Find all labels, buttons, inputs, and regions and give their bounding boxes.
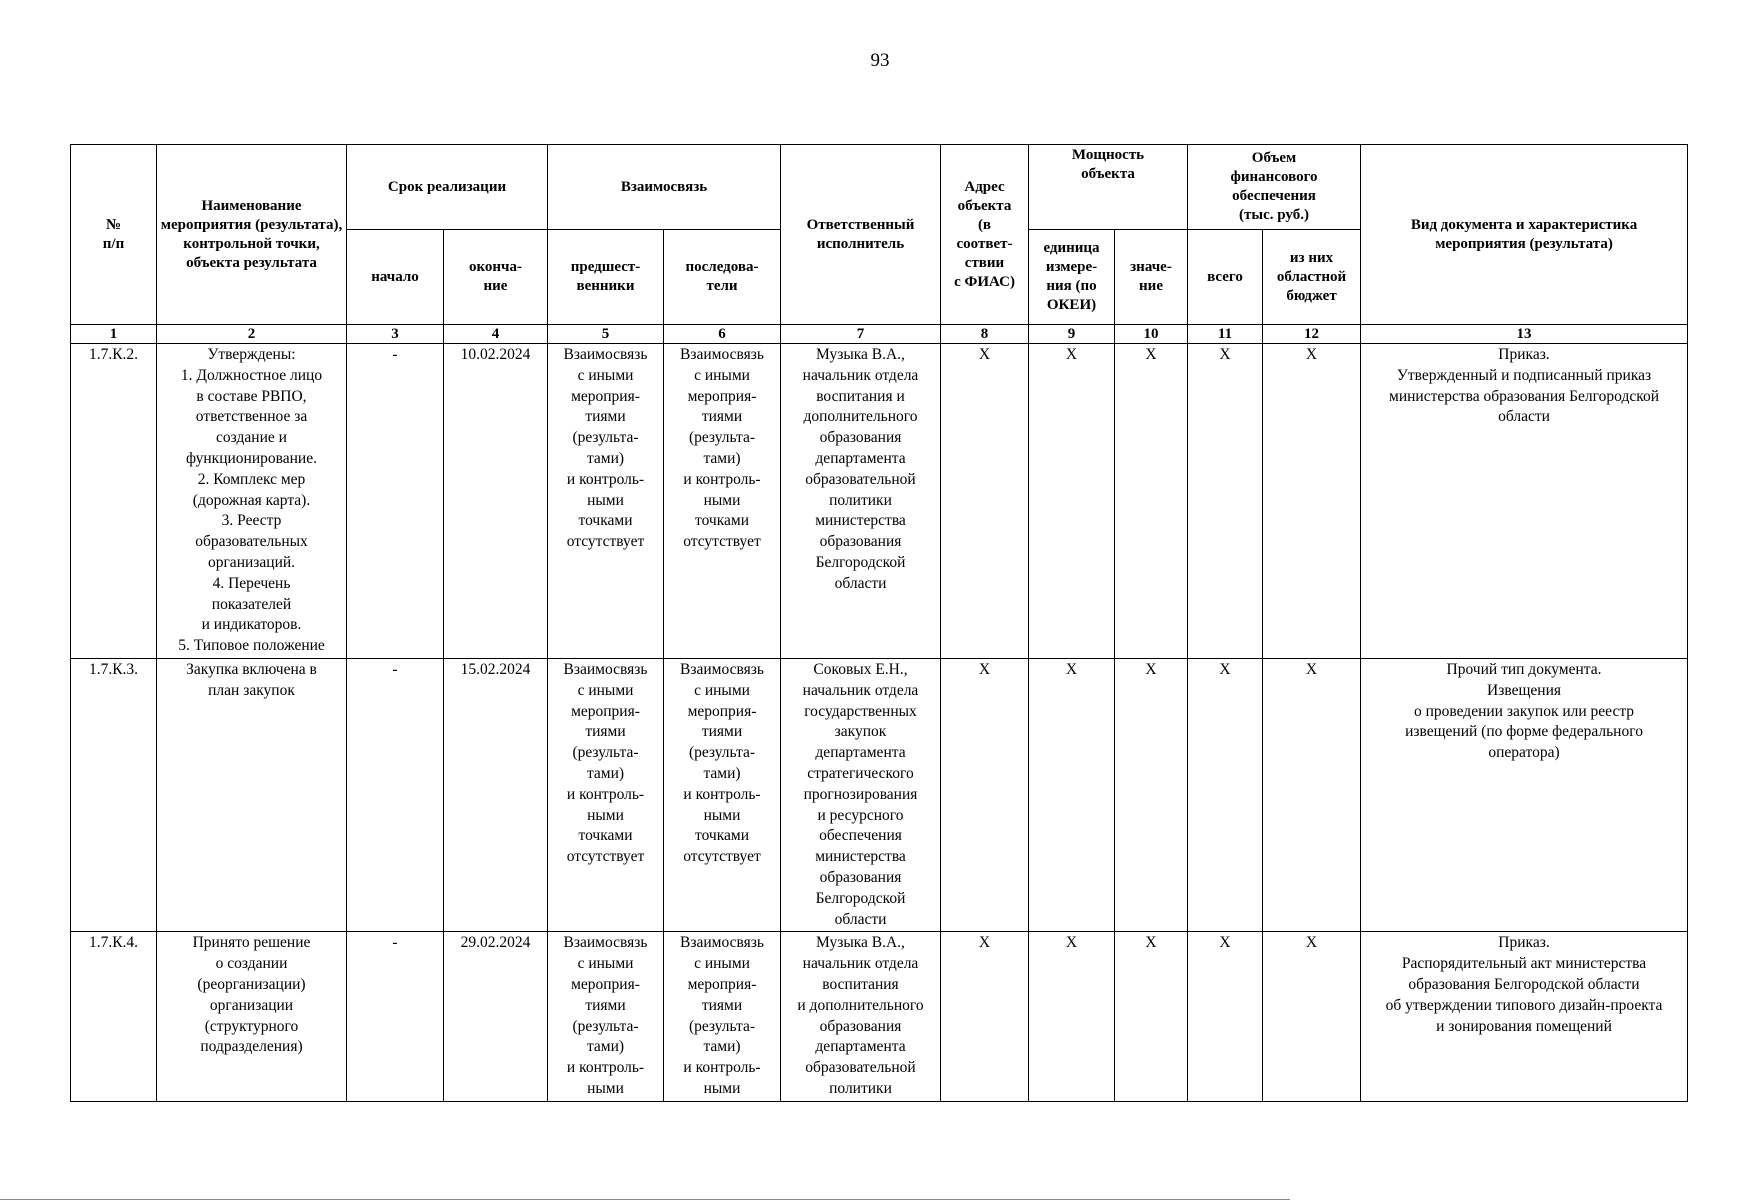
cell-regional: X — [1263, 658, 1361, 931]
cell-no: 1.7.К.3. — [71, 658, 157, 931]
cell-responsible: Музыка В.А., начальник отдела воспитания и дополнительного образования департамента образовательной политики министерства образования Белгородской области — [781, 344, 941, 659]
header-term-end: оконча- ние — [444, 230, 548, 325]
cell-next: Взаимосвязь с иными мероприя- тиями (результа- тами) и контроль- ными точками отсутствует — [664, 344, 781, 659]
cell-unit: X — [1029, 658, 1115, 931]
column-number: 5 — [548, 325, 664, 344]
column-number: 9 — [1029, 325, 1115, 344]
table-row — [71, 344, 1688, 659]
cell-prev: Взаимосвязь с иными мероприя- тиями (результа- тами) и контроль- ными точками отсутствует — [548, 658, 664, 931]
column-number: 4 — [444, 325, 548, 344]
header-no: № п/п — [71, 145, 157, 325]
column-number: 3 — [347, 325, 444, 344]
column-number: 2 — [157, 325, 347, 344]
header-term: Срок реализации — [347, 145, 548, 230]
cell-start: - — [347, 658, 444, 931]
column-number: 11 — [1188, 325, 1263, 344]
header-finance-total: всего — [1188, 230, 1263, 325]
cell-next: Взаимосвязь с иными мероприя- тиями (результа- тами) и контроль- ными точками отсутствует — [664, 658, 781, 931]
cell-start: - — [347, 932, 444, 1101]
cell-prev: Взаимосвязь с иными мероприя- тиями (результа- тами) и контроль- ными — [548, 932, 664, 1101]
cell-document: Приказ. Распорядительный акт министерства образования Белгородской области об утверждении типового дизайн-проекта и зонирования помещений — [1361, 932, 1688, 1101]
header-relation-prev: предшест- венники — [548, 230, 664, 325]
column-number: 13 — [1361, 325, 1688, 344]
cell-address: X — [941, 658, 1029, 931]
page-number: 93 — [870, 50, 890, 71]
header-finance: Объем финансового обеспечения (тыс. руб.) — [1188, 145, 1361, 230]
column-number-row — [71, 325, 1688, 344]
column-number: 12 — [1263, 325, 1361, 344]
cell-address: X — [941, 932, 1029, 1101]
cell-regional: X — [1263, 344, 1361, 659]
cell-no: 1.7.К.2. — [71, 344, 157, 659]
header-capacity-value: значе- ние — [1115, 230, 1188, 325]
header-document: Вид документа и характеристика мероприятия (результата) — [1361, 145, 1688, 325]
cell-no: 1.7.К.4. — [71, 932, 157, 1101]
cell-value: X — [1115, 344, 1188, 659]
header-term-start: начало — [347, 230, 444, 325]
cell-start: - — [347, 344, 444, 659]
cell-unit: X — [1029, 932, 1115, 1101]
cell-total: X — [1188, 658, 1263, 931]
header-relation: Взаимосвязь — [548, 145, 781, 230]
cell-name: Утверждены: 1. Должностное лицо в составе РВПО, ответственное за создание и функционирование. 2. Комплекс мер (дорожная карта). 3. Реестр образовательных организаций. 4. Перечень показателей и индикаторов. 5. Типовое положение — [157, 344, 347, 659]
cell-responsible: Музыка В.А., начальник отдела воспитания и дополнительного образования департамента образовательной политики — [781, 932, 941, 1101]
header-relation-next: последова- тели — [664, 230, 781, 325]
cell-prev: Взаимосвязь с иными мероприя- тиями (результа- тами) и контроль- ными точками отсутствует — [548, 344, 664, 659]
column-number: 10 — [1115, 325, 1188, 344]
cell-address: X — [941, 344, 1029, 659]
cell-total: X — [1188, 344, 1263, 659]
cell-regional: X — [1263, 932, 1361, 1101]
cell-end: 10.02.2024 — [444, 344, 548, 659]
cell-end: 15.02.2024 — [444, 658, 548, 931]
header-address: Адрес объекта (в соответ- ствии с ФИАС) — [941, 145, 1029, 325]
cell-value: X — [1115, 658, 1188, 931]
header-capacity: Мощность объекта — [1029, 145, 1188, 230]
cell-unit: X — [1029, 344, 1115, 659]
cell-total: X — [1188, 932, 1263, 1101]
cell-next: Взаимосвязь с иными мероприя- тиями (результа- тами) и контроль- ными — [664, 932, 781, 1101]
cell-responsible: Соковых Е.Н., начальник отдела государственных закупок департамента стратегического прогнозирования и ресурсного обеспечения министерства образования Белгородской области — [781, 658, 941, 931]
column-number: 6 — [664, 325, 781, 344]
header-name: Наименование мероприятия (результата), контрольной точки, объекта результата — [157, 145, 347, 325]
table-row — [71, 932, 1688, 1101]
header-capacity-unit: единица измере- ния (по ОКЕИ) — [1029, 230, 1115, 325]
cell-name: Принято решение о создании (реорганизации) организации (структурного подразделения) — [157, 932, 347, 1101]
cell-value: X — [1115, 932, 1188, 1101]
column-number: 7 — [781, 325, 941, 344]
column-number: 1 — [71, 325, 157, 344]
header-responsible: Ответственный исполнитель — [781, 145, 941, 325]
header-finance-regional: из них областной бюджет — [1263, 230, 1361, 325]
table-row — [71, 658, 1688, 931]
cell-document: Приказ. Утвержденный и подписанный приказ министерства образования Белгородской области — [1361, 344, 1688, 659]
cell-end: 29.02.2024 — [444, 932, 548, 1101]
plan-table — [70, 144, 1688, 1102]
cell-document: Прочий тип документа. Извещения о проведении закупок или реестр извещений (по форме федерального оператора) — [1361, 658, 1688, 931]
column-number: 8 — [941, 325, 1029, 344]
cell-name: Закупка включена в план закупок — [157, 658, 347, 931]
